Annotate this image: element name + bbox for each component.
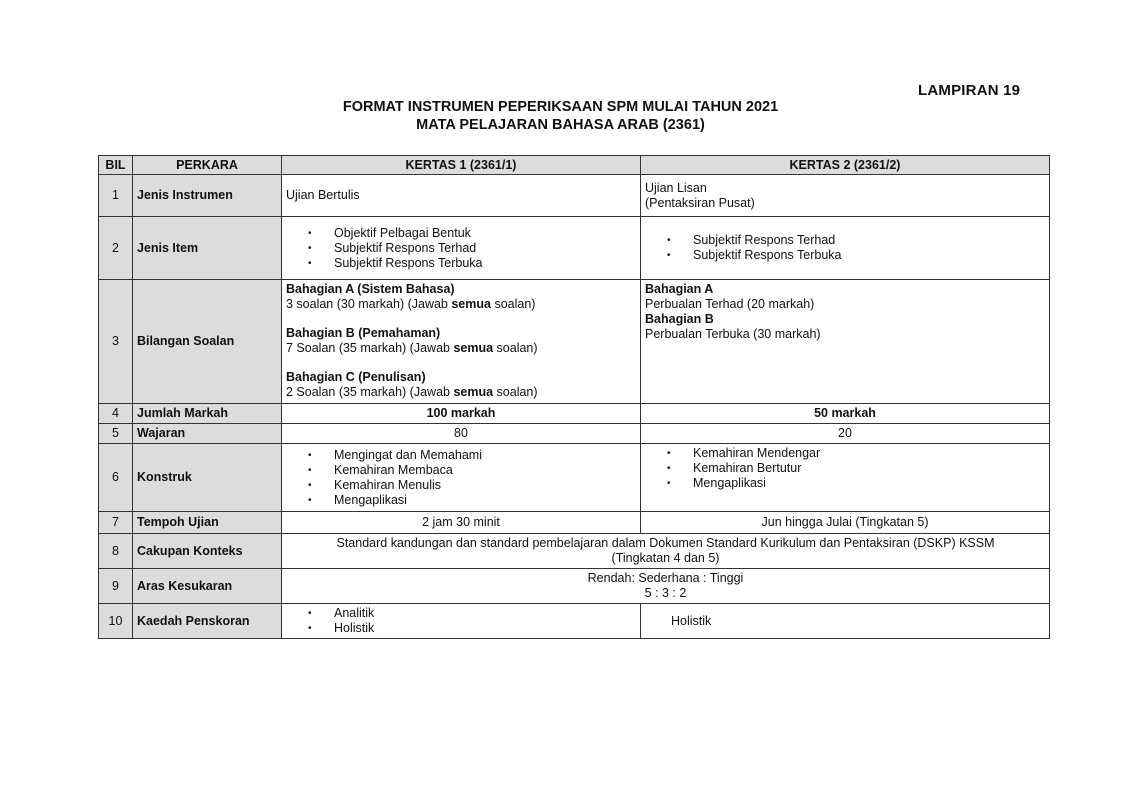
list-item: • Holistik	[308, 621, 636, 636]
table-row	[99, 569, 1050, 604]
list-item: • Objektif Pelbagai Bentuk	[308, 226, 636, 241]
list-item: • Kemahiran Mendengar	[667, 446, 1045, 461]
section-title: Bahagian B (Pemahaman)	[286, 326, 441, 340]
list-item: • Mengingat dan Memahami	[308, 448, 636, 463]
table-header-row	[99, 156, 1050, 175]
list-item: • Subjektif Respons Terbuka	[308, 256, 636, 271]
table-row	[99, 404, 1050, 424]
cell-line: Standard kandungan dan standard pembelajaran dalam Dokumen Standard Kurikulum dan Pentaksiran (DSKP) KSSM	[336, 536, 995, 550]
kertas1-cell: 2 jam 30 minit	[282, 512, 641, 534]
kertas2-cell: Holistik	[641, 604, 1050, 639]
list-item: • Subjektif Respons Terbuka	[667, 248, 1045, 263]
title-line-2: MATA PELAJARAN BAHASA ARAB (2361)	[416, 117, 705, 133]
section-title: Bahagian C (Penulisan)	[286, 370, 426, 384]
row-number: 10	[99, 604, 133, 639]
kertas2-cell: 20	[641, 424, 1050, 444]
merged-cell	[282, 569, 1050, 604]
section-text: Perbualan Terhad (20 markah)	[645, 297, 815, 311]
section-text: 2 Soalan (35 markah) (Jawab semua soalan)	[286, 385, 538, 399]
kertas1-cell: 80	[282, 424, 641, 444]
list-item: • Kemahiran Menulis	[308, 478, 636, 493]
kertas1-cell	[282, 604, 641, 639]
row-label: Wajaran	[133, 424, 282, 444]
title-line-1: FORMAT INSTRUMEN PEPERIKSAAN SPM MULAI TAHUN 2021	[342, 99, 779, 115]
row-label: Jenis Instrumen	[133, 175, 282, 217]
kertas2-cell: Jun hingga Julai (Tingkatan 5)	[641, 512, 1050, 534]
list-item: • Mengaplikasi	[667, 476, 1045, 491]
list-item: • Mengaplikasi	[308, 493, 636, 508]
section-text: 3 soalan (30 markah) (Jawab semua soalan)	[286, 297, 536, 311]
header-perkara: PERKARA	[133, 156, 282, 175]
kertas1-cell: 100 markah	[282, 404, 641, 424]
table-row	[99, 217, 1050, 280]
row-label: Jumlah Markah	[133, 404, 282, 424]
row-number: 6	[99, 444, 133, 512]
section-text: 7 Soalan (35 markah) (Jawab semua soalan)	[286, 341, 538, 355]
document-title	[0, 98, 1121, 134]
row-label: Bilangan Soalan	[133, 280, 282, 404]
row-label: Aras Kesukaran	[133, 569, 282, 604]
kertas1-cell	[282, 444, 641, 512]
kertas2-cell	[641, 217, 1050, 280]
header-kertas1: KERTAS 1 (2361/1)	[282, 156, 641, 175]
kertas1-cell: Ujian Bertulis	[282, 175, 641, 217]
table-row	[99, 424, 1050, 444]
list-item: • Kemahiran Bertutur	[667, 461, 1045, 476]
section-text: Perbualan Terbuka (30 markah)	[645, 327, 821, 341]
row-number: 1	[99, 175, 133, 217]
cell-line: (Tingkatan 4 dan 5)	[611, 551, 720, 565]
section-title: Bahagian A	[645, 282, 714, 296]
row-number: 2	[99, 217, 133, 280]
row-label: Kaedah Penskoran	[133, 604, 282, 639]
list-item: • Subjektif Respons Terhad	[308, 241, 636, 256]
row-number: 7	[99, 512, 133, 534]
kertas2-cell	[641, 444, 1050, 512]
list-item: • Analitik	[308, 606, 636, 621]
appendix-label: LAMPIRAN 19	[918, 82, 1021, 99]
header-bil: BIL	[99, 156, 133, 175]
kertas1-cell	[282, 280, 641, 404]
section-title: Bahagian B	[645, 312, 714, 326]
list-item: • Subjektif Respons Terhad	[667, 233, 1045, 248]
header-kertas2: KERTAS 2 (2361/2)	[641, 156, 1050, 175]
table-row	[99, 534, 1050, 569]
kertas1-cell	[282, 217, 641, 280]
kertas2-cell	[641, 280, 1050, 404]
list-item: • Kemahiran Membaca	[308, 463, 636, 478]
section-title: Bahagian A (Sistem Bahasa)	[286, 282, 455, 296]
row-label: Cakupan Konteks	[133, 534, 282, 569]
row-number: 3	[99, 280, 133, 404]
row-number: 5	[99, 424, 133, 444]
row-label: Tempoh Ujian	[133, 512, 282, 534]
kertas2-cell: 50 markah	[641, 404, 1050, 424]
table-row	[99, 604, 1050, 639]
cell-line: Rendah: Sederhana : Tinggi	[587, 571, 744, 585]
table-row	[99, 175, 1050, 217]
row-label: Konstruk	[133, 444, 282, 512]
merged-cell	[282, 534, 1050, 569]
table-row	[99, 280, 1050, 404]
format-table	[98, 155, 1050, 639]
row-number: 9	[99, 569, 133, 604]
table-row	[99, 444, 1050, 512]
kertas2-cell	[641, 175, 1050, 217]
row-number: 8	[99, 534, 133, 569]
row-number: 4	[99, 404, 133, 424]
cell-line: 5 : 3 : 2	[644, 586, 687, 600]
table-row	[99, 512, 1050, 534]
cell-line: (Pentaksiran Pusat)	[645, 195, 755, 210]
row-label: Jenis Item	[133, 217, 282, 280]
cell-line: Ujian Lisan	[645, 180, 707, 195]
